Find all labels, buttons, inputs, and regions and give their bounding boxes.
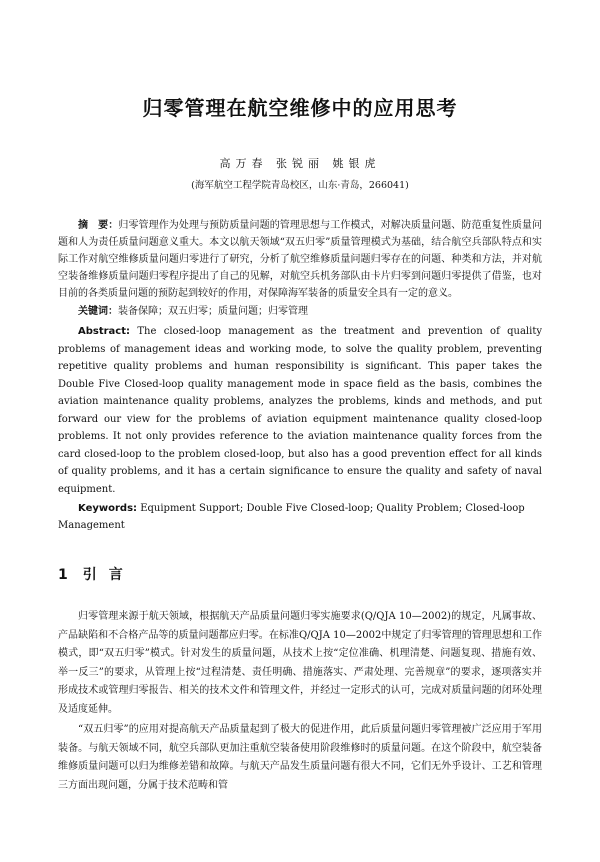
keywords-chinese-text: 装备保障；双五归零；质量问题；归零管理	[118, 306, 308, 317]
abstract-english	[58, 323, 542, 498]
abstract-chinese-text: 归零管理作为处理与预防质量问题的管理思想与工作模式，对解决质量问题、防范重复性质量问题和人为责任质量问题意义重大。本文以航天领域“双五归零”质量管理模式为基础，结合航空兵部队特点和实际工作对航空维修质量问题归零进行了研究，分析了航空维修质量问题归零存在的问题、种类和方法，并对航空装备维修质量问题归零程序提出了自己的见解，对航空兵机务部队由卡片归零到问题归零提供了借鉴，也对目前的各类质量问题的预防起到较好的作用，对保障海军装备的质量安全具有一定的意义。	[58, 220, 543, 299]
keywords-english	[58, 500, 542, 534]
keywords-chinese-label: 关键词：	[78, 306, 118, 317]
keywords-english-text: Equipment Support; Double Five Closed-loop; Quality Problem; Closed-loop Management	[58, 503, 525, 531]
paper-page	[0, 92, 600, 862]
section-title: 引言	[82, 567, 135, 583]
section-heading-introduction	[58, 564, 542, 584]
keywords-english-label: Keywords:	[78, 503, 138, 514]
abstract-chinese-label: 摘 要：	[78, 220, 119, 231]
body-paragraph-2: “双五归零”的应用对提高航天产品质量起到了极大的促进作用，此后质量问题归零管理被广泛应用于军用装备。与航天领域不同，航空兵部队更加注重航空装备使用阶段维修时的质量问题。在这个阶段中，航空装备维修质量问题可以归为维修差错和故障。与航天产品发生质量问题有很大不同，它们无外乎设计、工艺和管理三方面出现问题，分属于技术范畴和管	[58, 724, 542, 791]
abstract-english-text: The closed-loop management as the treatment and prevention of quality problems of management ideas and working mode, to solve the quality problem, preventing repetitive quality problems and human responsibility is significant. This paper takes the Double Five Closed-loop quality management mode in space field as the basis, combines the aviation maintenance quality problems, analyzes the problems, kinds and methods, and put forward our view for the problems of aviation equipment maintenance quality closed-loop problems. It not only provides reference to the aviation maintenance quality forces from the card closed-loop to the problem closed-loop, but also has a good prevention effect for all kinds of quality problems, and it has a certain significance to ensure the quality and safety of naval equipment.	[58, 326, 542, 495]
author-list: 高万春 张锐丽 姚银虎	[219, 157, 381, 170]
body-paragraph-1: 归零管理来源于航天领域，根据航天产品质量问题归零实施要求(Q/QJA 10—2002)的规定，凡属事故、产品缺陷和不合格产品等的质量问题都应归零。在标准Q/QJA 10—2002中规定了归零管理的管理思想和工作模式，即“双五归零”模式。针对发生的质量问题，从技术上按“定位准确、机理清楚、问题复现、措施有效、举一反三”的要求，从管理上按“过程清楚、责任明确、措施落实、严肃处理、完善规章”的要求，逐项落实并形成技术或管理归零报告、相关的技术文件和管理文件，并经过一定形式的认可，完成对质量问题的闭环处理及适度延伸。	[58, 611, 542, 715]
abstract-chinese	[58, 217, 542, 302]
author-affiliation: (海军航空工程学院青岛校区，山东·青岛，266041)	[191, 180, 409, 191]
section-number: 1	[58, 567, 69, 583]
keywords-chinese	[58, 303, 542, 320]
abstract-english-label: Abstract:	[78, 326, 131, 337]
paper-title: 归零管理在航空维修中的应用思考	[142, 96, 458, 120]
